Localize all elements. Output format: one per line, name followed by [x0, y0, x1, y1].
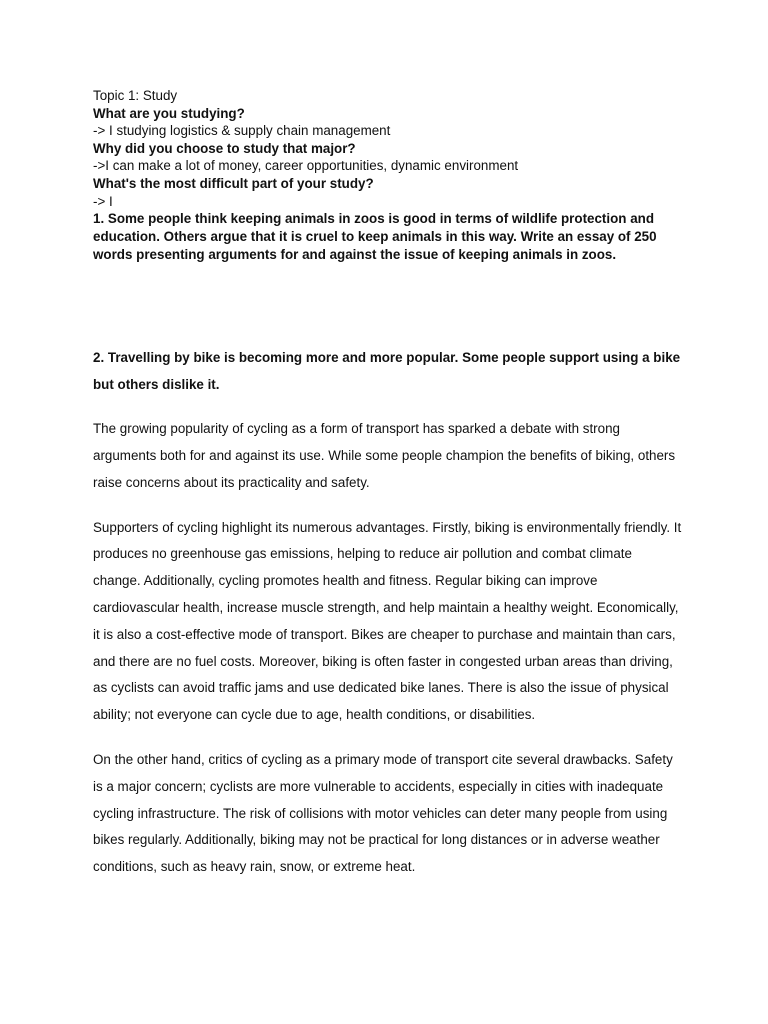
question-2: Why did you choose to study that major?	[93, 140, 356, 156]
study-topic-qa	[93, 87, 683, 210]
answer-2: ->I can make a lot of money, career opportunities, dynamic environment	[93, 158, 519, 174]
essay-body-paragraph-2: On the other hand, critics of cycling as a primary mode of transport cite several drawbacks. Safety is a major concern; cyclists are more vulnerable to accidents, especially in cities with inadequate cycling infrastructure. The risk of collisions with motor vehicles can deter many people from using bikes regularly. Additionally, biking may not be practical for long distances or in adverse weather conditions, such as heavy rain, snow, or extreme heat.	[93, 751, 673, 875]
essay-body	[93, 416, 683, 881]
essay-body-paragraph-1: Supporters of cycling highlight its numerous advantages. Firstly, biking is environmentally friendly. It produces no greenhouse gas emissions, helping to reduce air pollution and combat climate change. Additionally, cycling promotes health and fitness. Regular biking can improve cardiovascular health, increase muscle strength, and help maintain a healthy weight. Economically, it is also a cost-effective mode of transport. Bikes are cheaper to purchase and maintain than cars, and there are no fuel costs. Moreover, biking is often faster in congested urban areas than driving, as cyclists can avoid traffic jams and use dedicated bike lanes. There is also the issue of physical ability; not everyone can cycle due to age, health conditions, or disabilities.	[93, 519, 682, 723]
answer-1: -> I studying logistics & supply chain management	[93, 123, 391, 139]
question-3: What's the most difficult part of your study?	[93, 175, 374, 191]
topic-heading: Topic 1: Study	[93, 88, 178, 103]
task-2-prompt: 2. Travelling by bike is becoming more and more popular. Some people support using a bike but others dislike it.	[93, 350, 681, 393]
blank-space	[93, 264, 683, 344]
task-1-prompt: 1. Some people think keeping animals in zoos is good in terms of wildlife protection and education. Others argue that it is cruel to keep animals in this way. Write an essay of 250 words presenting arguments for and against the issue of keeping animals in zoos.	[93, 211, 657, 263]
answer-3: -> I	[93, 193, 113, 209]
document-content	[93, 87, 683, 881]
essay-intro-paragraph: The growing popularity of cycling as a form of transport has sparked a debate with strong arguments both for and against its use. While some people champion the benefits of biking, others raise concerns about its practicality and safety.	[93, 421, 676, 490]
question-1: What are you studying?	[93, 105, 245, 121]
